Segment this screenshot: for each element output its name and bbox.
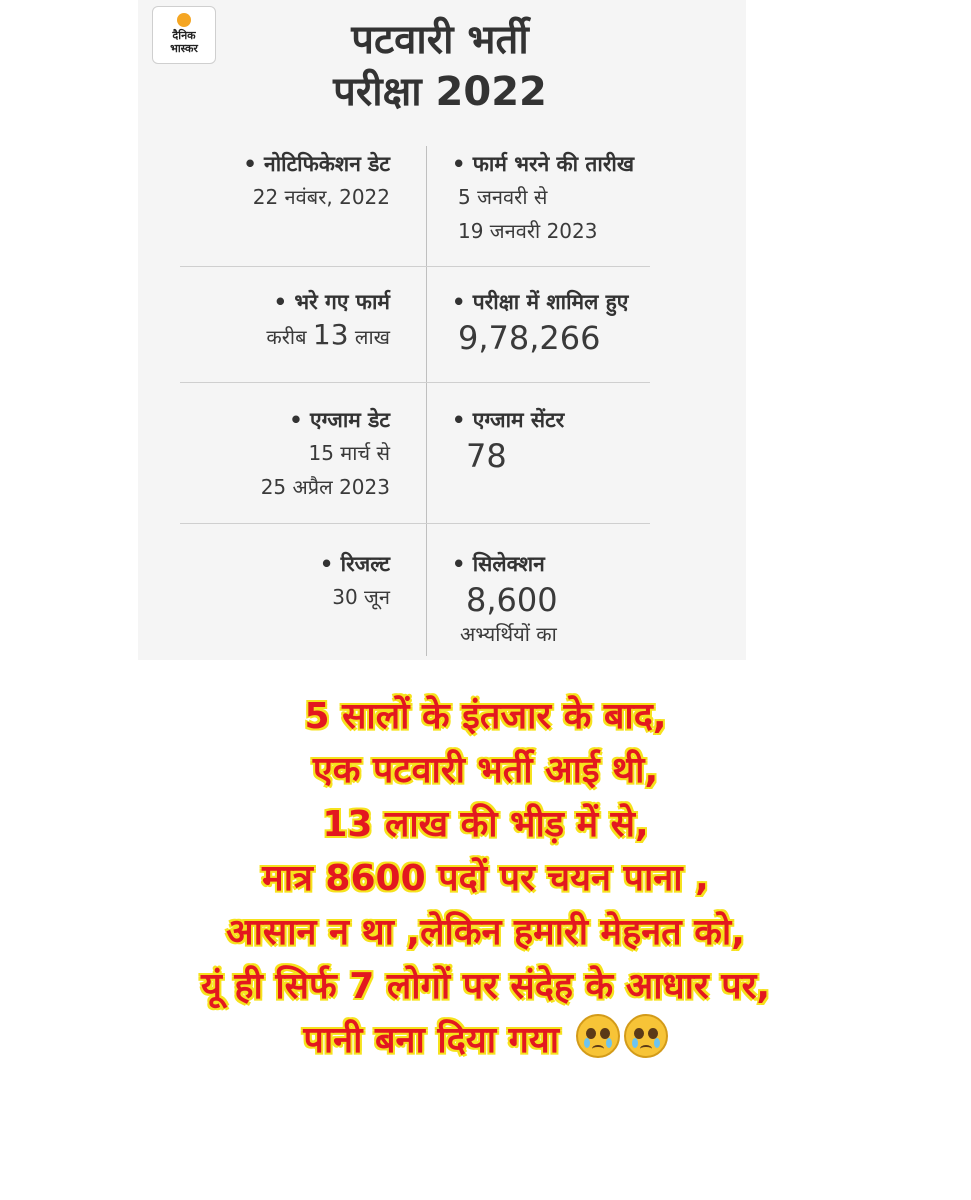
crying-face-icon [624, 1014, 668, 1058]
selection-subtext: अभ्यर्थियों का [460, 622, 557, 646]
caption-line-2: एक पटवारी भर्ती आई थी, [312, 750, 659, 791]
exam-center-value: 78 [466, 437, 507, 475]
forms-filled-block [160, 286, 390, 354]
caption-line-3: 13 लाख की भीड़ में से, [322, 804, 649, 845]
exam-center-block [452, 404, 722, 476]
exam-date-value-2: 25 अप्रैल 2023 [260, 475, 390, 499]
exam-date-label: • एग्जाम डेट [289, 408, 390, 432]
selection-block [452, 548, 722, 648]
exam-date-value-1: 15 मार्च से [308, 441, 390, 465]
exam-date-block [160, 404, 390, 504]
title-line-1: पटवारी भर्ती [351, 17, 529, 63]
selection-value: 8,600 [466, 581, 558, 619]
form-date-value-1: 5 जनवरी से [458, 185, 548, 209]
row-divider-3 [180, 523, 650, 524]
form-date-block [452, 148, 722, 248]
appeared-block [452, 286, 722, 358]
forms-filled-number: 13 [312, 318, 349, 351]
caption-line-1: 5 सालों के इंतजार के बाद, [304, 696, 667, 737]
title-line-2: परीक्षा 2022 [333, 69, 547, 115]
forms-filled-value [160, 318, 390, 354]
notification-date-block [160, 148, 390, 214]
selection-label: • सिलेक्शन [452, 552, 545, 576]
form-date-value-2: 19 जनवरी 2023 [458, 219, 598, 243]
result-value: 30 जून [332, 585, 390, 609]
notification-date-label: • नोटिफिकेशन डेट [243, 152, 390, 176]
caption-line-5: आसान न था ,लेकिन हमारी मेहनत को, [226, 912, 745, 953]
column-divider [426, 146, 427, 656]
row-divider-2 [180, 382, 650, 383]
caption-line-7-text: पानी बना दिया गया [303, 1020, 560, 1061]
crying-face-icon [576, 1014, 620, 1058]
appeared-value: 9,78,266 [458, 319, 601, 357]
card-title [240, 14, 640, 118]
exam-center-label: • एग्जाम सेंटर [452, 408, 565, 432]
caption-text [0, 690, 971, 1068]
forms-filled-suffix: लाख [348, 325, 390, 349]
row-divider-1 [180, 266, 650, 267]
forms-filled-prefix: करीब [266, 325, 313, 349]
caption-line-6: यूं ही सिर्फ 7 लोगों पर संदेह के आधार पर, [200, 966, 771, 1007]
result-block [160, 548, 390, 614]
form-date-label: • फार्म भरने की तारीख [452, 152, 635, 176]
result-label: • रिजल्ट [319, 552, 390, 576]
caption-line-4: मात्र 8600 पदों पर चयन पाना , [262, 858, 709, 899]
dainik-bhaskar-logo [152, 6, 216, 64]
sun-icon [177, 13, 191, 27]
logo-line-2: भास्कर [170, 42, 198, 55]
appeared-label: • परीक्षा में शामिल हुए [452, 290, 629, 314]
caption-line-7 [0, 1014, 971, 1068]
logo-line-1: दैनिक [172, 29, 196, 42]
notification-date-value: 22 नवंबर, 2022 [252, 185, 390, 209]
forms-filled-label: • भरे गए फार्म [273, 290, 390, 314]
